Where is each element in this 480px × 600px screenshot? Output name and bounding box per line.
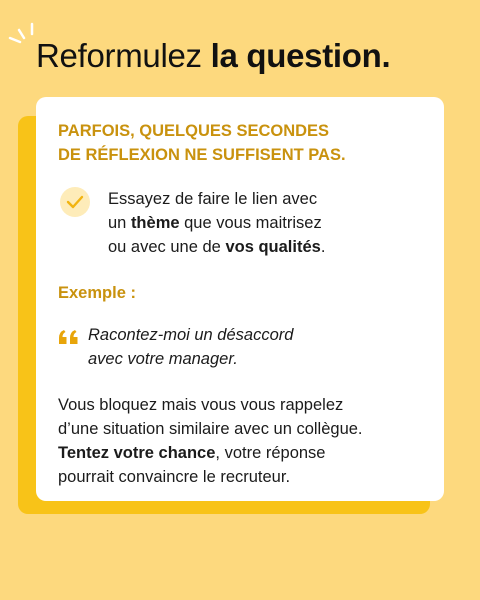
tip-line-1: Essayez de faire le lien avec [108,190,318,208]
check-badge [60,187,90,217]
card-kicker [58,119,346,167]
tip-line-2c: que vous maitrisez [179,214,322,232]
tip-line-2a: un [108,214,131,232]
body-chance: Tentez votre chance [58,444,216,462]
title-bold: la question. [210,37,391,74]
example-label: Exemple : [58,284,136,302]
body-line-2: d’une situation similaire avec un collègue. [58,420,363,438]
card-body-text [58,393,363,489]
example-quote [88,323,293,371]
page-title [36,34,390,78]
check-icon [66,194,84,210]
quote-line-1: Racontez-moi un désaccord [88,326,294,344]
quote-line-2: avec votre manager. [88,350,238,368]
tip-qualities: vos qualités [225,238,321,256]
title-regular: Reformulez [36,37,202,74]
tip-theme: thème [130,214,180,232]
tip-line-3c: . [320,238,326,256]
kicker-line-2: DE RÉFLEXION NE SUFFISENT PAS. [58,146,346,164]
tip-card [36,97,444,501]
tip-text [108,187,325,259]
tip-line-3a: ou avec une de [108,238,226,256]
quote-icon [58,329,80,345]
body-line-3b: , votre réponse [215,444,326,462]
body-line-4: pourrait convaincre le recruteur. [58,468,291,486]
kicker-line-1: PARFOIS, QUELQUES SECONDES [58,122,330,140]
body-line-1: Vous bloquez mais vous vous rappelez [58,396,344,414]
